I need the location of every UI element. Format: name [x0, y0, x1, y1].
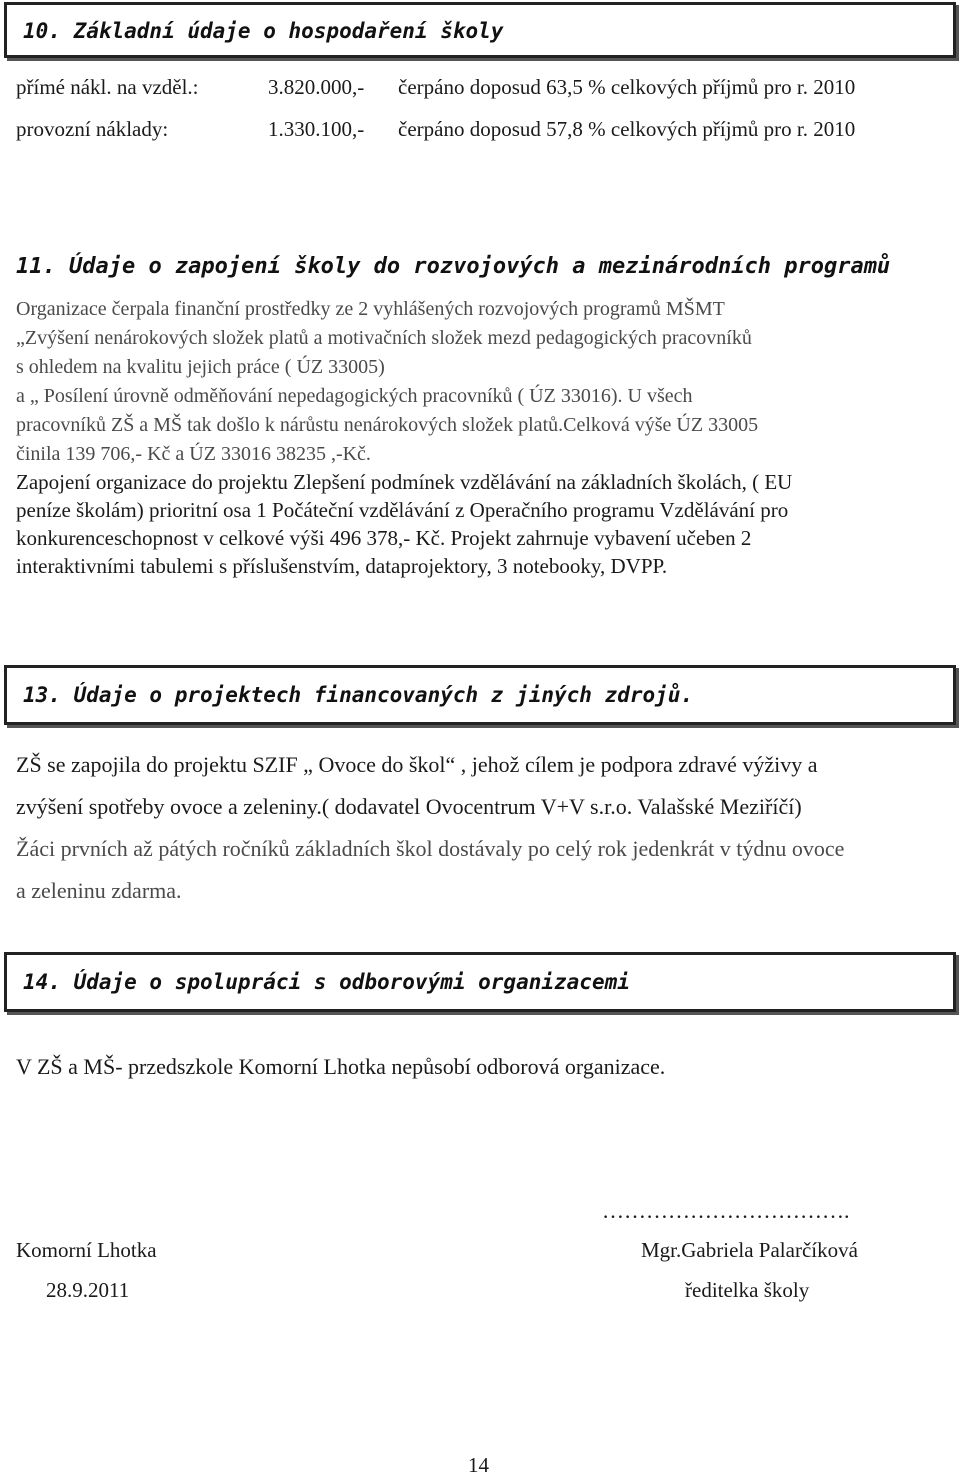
- section-11-line: peníze školám) prioritní osa 1 Počáteční vzdělávání z Operačního programu Vzdělávání pro: [16, 498, 789, 522]
- section-13-line: ZŠ se zapojila do projektu SZIF „ Ovoce do škol“ , jehož cílem je podpora zdravé výživy a: [16, 752, 818, 777]
- section-14-header-box: [4, 952, 956, 1012]
- section-10-row-label: přímé nákl. na vzděl.:: [16, 75, 199, 99]
- section-11-line: interaktivními tabulemi s příslušenstvím, dataprojektory, 3 notebooky, DVPP.: [16, 554, 668, 578]
- section-10-title: 10. Základní údaje o hospodaření školy: [23, 19, 504, 43]
- section-11-title: 11. Údaje o zapojení školy do rozvojových a mezinárodních programů: [16, 254, 891, 279]
- section-10-header-box: [4, 2, 956, 58]
- section-10-row-amount: 3.820.000,-: [268, 75, 365, 99]
- section-10-row-label: provozní náklady:: [16, 117, 169, 141]
- section-11-line: Organizace čerpala finanční prostředky ze 2 vyhlášených rozvojových programů MŠMT: [16, 298, 725, 320]
- place: Komorní Lhotka: [16, 1238, 157, 1262]
- section-10-row-note: čerpáno doposud 63,5 % celkových příjmů pro r. 2010: [398, 75, 856, 99]
- section-13-line: Žáci prvních až pátých ročníků základních škol dostávaly po celý rok jedenkrát v týdnu ovoce: [16, 836, 845, 861]
- section-11-line: Zapojení organizace do projektu Zlepšení podmínek vzdělávání na základních školách, ( EU: [16, 470, 793, 494]
- section-13-line: a zeleninu zdarma.: [16, 878, 182, 903]
- signer-name: Mgr.Gabriela Palarčíková: [641, 1238, 858, 1262]
- section-11-line: konkurenceschopnost v celkové výši 496 378,- Kč. Projekt zahrnuje vybavení učeben 2: [16, 526, 752, 550]
- section-11-line: a „ Posílení úrovně odměňování nepedagogických pracovníků ( ÚZ 33016). U všech: [16, 385, 693, 407]
- signature-line: …………………………….: [602, 1198, 850, 1223]
- signer-role: ředitelka školy: [685, 1278, 810, 1302]
- section-10-row-note: čerpáno doposud 57,8 % celkových příjmů pro r. 2010: [398, 117, 856, 141]
- date: 28.9.2011: [46, 1278, 130, 1302]
- section-11-line: „Zvýšení nenárokových složek platů a motivačních složek mezd pedagogických pracovníků: [16, 327, 752, 349]
- section-11-line: činila 139 706,- Kč a ÚZ 33016 38235 ,-Kč.: [16, 443, 371, 465]
- section-10-row-amount: 1.330.100,-: [268, 117, 365, 141]
- section-11-line: pracovníků ZŠ a MŠ tak došlo k nárůstu nenárokových složek platů.Celková výše ÚZ 33005: [16, 414, 759, 436]
- section-13-line: zvýšení spotřeby ovoce a zeleniny.( dodavatel Ovocentrum V+V s.r.o. Valašské Meziříčí): [16, 794, 802, 819]
- section-11-line: s ohledem na kvalitu jejich práce ( ÚZ 33005): [16, 356, 385, 378]
- section-13-title: 13. Údaje o projektech financovaných z jiných zdrojů.: [23, 683, 694, 707]
- page-number: 14: [468, 1453, 489, 1477]
- section-14-title: 14. Údaje o spolupráci s odborovými organizacemi: [23, 970, 630, 994]
- section-14-text: V ZŠ a MŠ- przedszkole Komorní Lhotka nepůsobí odborová organizace.: [16, 1054, 666, 1079]
- section-13-header-box: [4, 665, 956, 725]
